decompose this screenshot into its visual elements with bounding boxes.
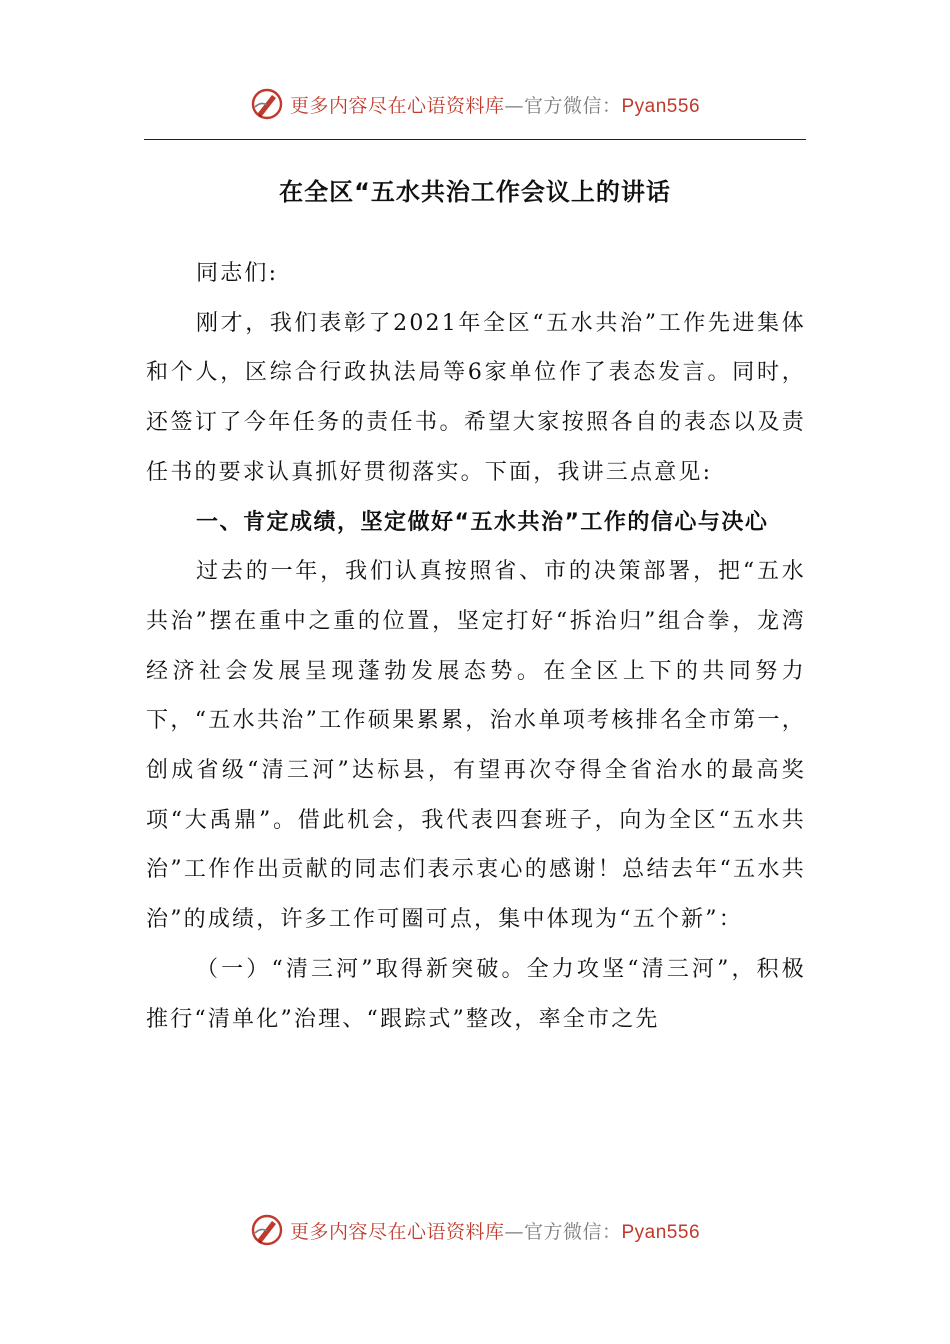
watermark-id: Pyan556: [621, 1221, 701, 1243]
watermark-id: Pyan556: [621, 95, 701, 117]
pen-logo-icon: [250, 1213, 284, 1247]
watermark-main: 更多内容尽在心语资料库: [289, 1220, 505, 1243]
watermark-text: [290, 91, 700, 118]
pen-logo-icon: [250, 87, 284, 121]
paragraph-subsection-1: （一）“清三河”取得新突破。全力攻坚“清三河”，积极推行“清单化”治理、“跟踪式”整改，率全市之先: [146, 956, 806, 1032]
watermark-sub: —官方微信：: [504, 94, 622, 117]
document-title: 在全区“五水共治工作会议上的讲话: [279, 178, 671, 206]
section-heading-1: 一、肯定成绩，坚定做好“五水共治”工作的信心与决心: [196, 509, 769, 535]
footer-watermark: [0, 1210, 950, 1250]
watermark-sub: —官方微信：: [504, 1220, 622, 1243]
paragraph-achievements: 过去的一年，我们认真按照省、市的决策部署，把“五水共治”摆在重中之重的位置，坚定打好“拆治归”组合拳，龙湾经济社会发展呈现蓬勃发展态势。在全区上下的共同努力下，“五水共治”工作硕果累累，治水单项考核排名全市第一，创成省级“清三河”达标县，有望再次夺得全省治水的最高奖项“大禹鼎”。借此机会，我代表四套班子，向为全区“五水共治”工作作出贡献的同志们表示衷心的感谢！总结去年“五水共治”的成绩，许多工作可圈可点，集中体现为“五个新”：: [146, 559, 806, 933]
header-watermark: [0, 84, 950, 124]
watermark-main: 更多内容尽在心语资料库: [289, 94, 505, 117]
document-body: [146, 249, 806, 1044]
paragraph-intro: 刚才，我们表彰了2021年全区“五水共治”工作先进集体和个人，区综合行政执法局等6家单位作了表态发言。同时，还签订了今年任务的责任书。希望大家按照各自的表态以及责任书的要求认真抓好贯彻落实。下面，我讲三点意见:: [146, 310, 806, 485]
salutation: 同志们:: [196, 261, 279, 286]
watermark-text: [290, 1217, 700, 1244]
header-rule: [144, 139, 806, 140]
